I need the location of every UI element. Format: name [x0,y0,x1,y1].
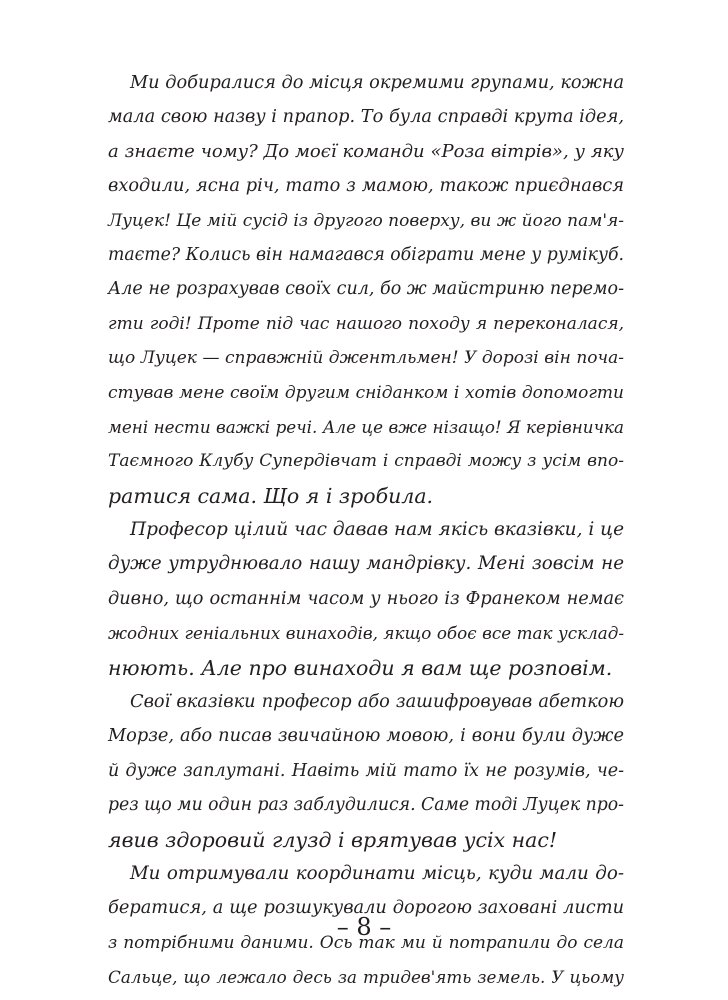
text-line: мала свою назву і прапор. То була справді крута ідея, [108,107,624,128]
text-line: гти годі! Проте під час нашого походу я переконалася, [108,313,624,334]
text-line: рез що ми один раз заблудилися. Саме тоді Луцек про- [108,795,625,816]
text-line: ратися сама. Що я і зробила. [108,483,434,508]
text-line: явив здоровий глузд і врятував усіх нас! [108,827,558,852]
text-line: мені нести важкі речі. Але це вже нізащо! Я керівничка [108,416,624,437]
text-line: дуже утруднювало нашу мандрівку. Мені зовсім не [108,553,624,575]
text-line: входили, ясна річ, тато з мамою, також приєднався [108,176,624,197]
text-line: Сальце, що лежало десь за тридев'ять земель. У цьому [108,967,624,988]
text-line: Професор цілий час давав нам якісь вказівки, і це [130,519,625,541]
text-line: нюють. Але про винаходи я вам ще розповім. [108,655,613,680]
paragraph [108,66,624,513]
text-line: з потрібними даними. Ось так ми й потрапили до села [108,932,624,953]
paragraph [108,513,624,685]
text-line: Свої вказівки професор або зашифровував абеткою [130,692,624,713]
text-line: Ми добиралися до місця окремими групами, кожна [130,73,625,93]
text-line: Таємного Клубу Супердівчат і справді можу з усім впо- [108,451,624,472]
text-line: й дуже заплутані. Навіть мій тато їх не розумів, че- [108,760,624,781]
paragraph [108,685,624,857]
text-line: Морзе, або писав звичайною мовою, і вони були дуже [108,726,624,747]
text-line: Луцек! Це мій сусід із другого поверху, ви ж його пам'я- [108,210,624,231]
text-line: Ми отримували координати місць, куди мали до- [130,862,624,884]
text-line: бератися, а ще розшукували дорогою заховані листи [108,898,624,919]
body-text [108,66,624,995]
text-line: стував мене своїм другим сніданком і хотів допомогти [108,382,624,403]
text-line: дивно, що останнім часом у нього із Франеком немає [108,588,624,609]
text-line: таєте? Колись він намагався обіграти мене у румікуб. [108,244,624,265]
text-line: а знаєте чому? До моєї команди «Роза вітрів», у яку [108,140,624,162]
page-number: – 8 – [336,913,392,941]
text-line: що Луцек — справжній джентльмен! У дорозі він поча- [108,348,624,369]
text-line: Але не розрахував своїх сил, бо ж майстриню перемо- [108,279,624,300]
text-line: жодних геніальних винаходів, якщо обоє все так усклад- [108,623,624,644]
